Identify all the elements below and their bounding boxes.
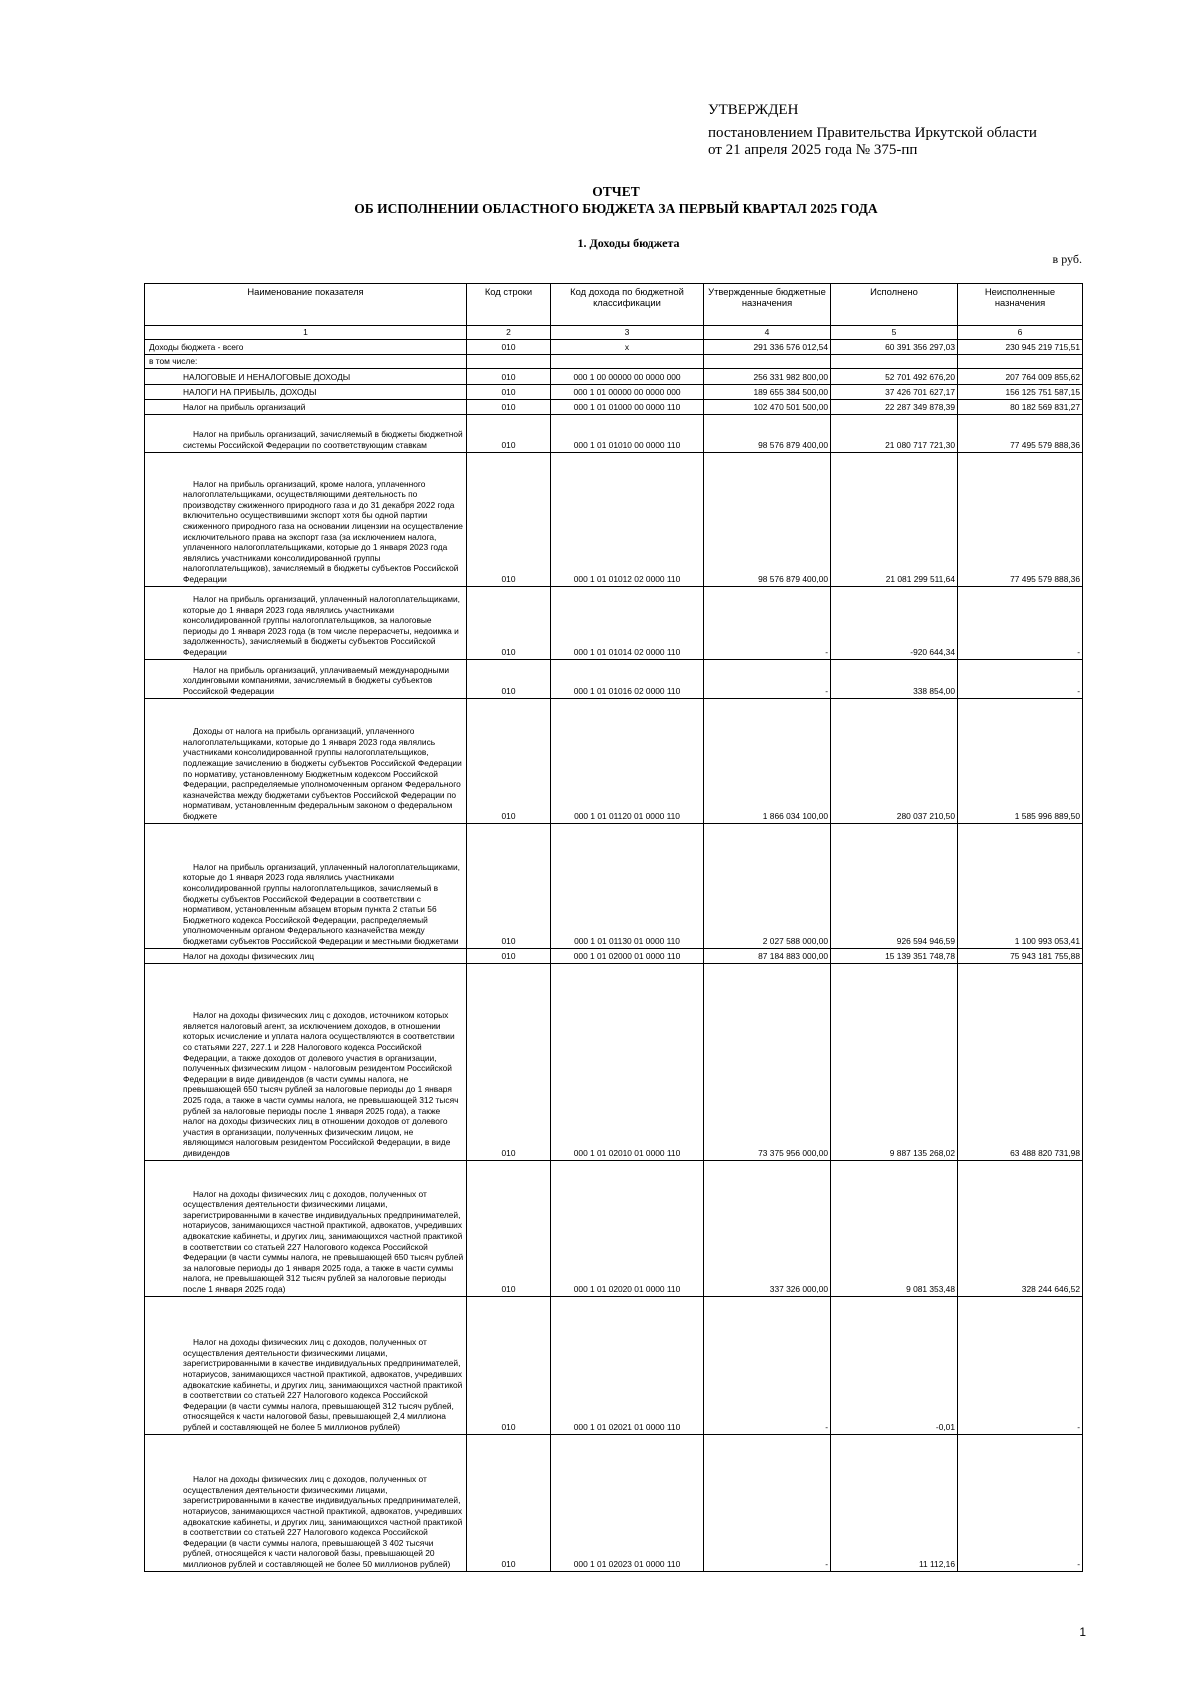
table-row [145, 586, 1083, 659]
row-unexecuted: 80 182 569 831,27 [958, 399, 1083, 414]
row-income-code [551, 355, 704, 369]
header-executed: Исполнено [831, 284, 958, 326]
table-row [145, 1296, 1083, 1434]
row-name [145, 1434, 467, 1571]
row-executed: 21 080 717 721,30 [831, 414, 958, 452]
row-executed: 11 112,16 [831, 1434, 958, 1571]
row-code: 010 [467, 1160, 551, 1296]
column-number: 3 [551, 326, 704, 340]
header-row-code: Код строки [467, 284, 551, 326]
row-income-code: 000 1 01 01000 00 0000 110 [551, 399, 704, 414]
approval-title: УТВЕРЖДЕН [708, 102, 799, 118]
row-name [145, 659, 467, 698]
row-name-text: Налог на прибыль организаций, уплаченный налогоплательщиками, которые до 1 января 2023 года являлись участниками консолидированной группы налогоплательщиков, зачисляемый в бюджеты субъектов Российской Федерации в соответствии с нормативом, установленным абзацем вторым пункта 2 статьи 56 Бюджетного кодекса Российской Федерации, распределяемый уполномоченным органом Федерального казначейства между бюджетами субъектов Российской Федерации и местными бюджетами [183, 861, 460, 946]
row-approved: 256 331 982 800,00 [704, 368, 831, 384]
row-executed: 9 887 135 268,02 [831, 963, 958, 1160]
report-title-line-2: ОБ ИСПОЛНЕНИИ ОБЛАСТНОГО БЮДЖЕТА ЗА ПЕРВЫЙ КВАРТАЛ 2025 ГОДА [354, 201, 878, 216]
row-unexecuted: 75 943 181 755,88 [958, 948, 1083, 963]
row-executed: 60 391 356 297,03 [831, 340, 958, 355]
row-executed: -920 644,34 [831, 586, 958, 659]
row-code: 010 [467, 384, 551, 399]
row-unexecuted: 1 585 996 889,50 [958, 698, 1083, 823]
row-income-code: 000 1 01 01120 01 0000 110 [551, 698, 704, 823]
row-approved: 73 375 956 000,00 [704, 963, 831, 1160]
row-unexecuted: - [958, 1434, 1083, 1571]
header-unexecuted: Неисполненные назначения [958, 284, 1083, 326]
row-income-code: 000 1 01 01010 00 0000 110 [551, 414, 704, 452]
column-number-row [145, 326, 1083, 340]
row-name: НАЛОГИ НА ПРИБЫЛЬ, ДОХОДЫ [145, 384, 467, 399]
row-approved: 291 336 576 012,54 [704, 340, 831, 355]
row-code: 010 [467, 586, 551, 659]
row-name: в том числе: [145, 355, 467, 369]
row-name [145, 963, 467, 1160]
table-row [145, 948, 1083, 963]
row-name-text: Налог на прибыль организаций, уплаченный налогоплательщиками, которые до 1 января 2023 года являлись участниками консолидированной группы налогоплательщиков, за налоговые периоды до 1 января 2023 года (в том числе перерасчеты, недоимка и задолженность), зачисляемый в бюджеты субъектов Российской Федерации [183, 594, 460, 657]
table-row [145, 452, 1083, 586]
column-number: 6 [958, 326, 1083, 340]
row-executed: -0,01 [831, 1296, 958, 1434]
row-unexecuted: - [958, 659, 1083, 698]
row-approved: 98 576 879 400,00 [704, 414, 831, 452]
row-name: Налог на прибыль организаций [145, 399, 467, 414]
row-income-code: 000 1 01 01014 02 0000 110 [551, 586, 704, 659]
row-name-text: Налог на доходы физических лиц с доходов, полученных от осуществления деятельности физическими лицами, зарегистрированными в качестве индивидуальных предпринимателей, нотариусов, занимающихся частной практикой, адвокатов, учредивших адвокатские кабинеты, и других лиц, занимающихся частной практикой в соответствии со статьей 227 Налогового кодекса Российской Федерации (в части суммы налога, превышающей 312 тысяч рублей, относящейся к части налоговой базы, превышающей 2,4 миллиона рублей и составляющей не более 5 миллионов рублей) [183, 1337, 463, 1432]
row-name [145, 698, 467, 823]
row-name-text: Налог на прибыль организаций, зачисляемый в бюджеты бюджетной системы Российской Федерации по соответствующим ставкам [183, 429, 463, 450]
row-unexecuted: 1 100 993 053,41 [958, 823, 1083, 948]
table-row [145, 698, 1083, 823]
row-executed: 22 287 349 878,39 [831, 399, 958, 414]
row-unexecuted [958, 355, 1083, 369]
row-code: 010 [467, 414, 551, 452]
revenue-table [144, 283, 1083, 1572]
row-unexecuted: 156 125 751 587,15 [958, 384, 1083, 399]
table-row [145, 1434, 1083, 1571]
row-income-code: 000 1 01 02023 01 0000 110 [551, 1434, 704, 1571]
row-unexecuted: - [958, 586, 1083, 659]
report-title-line-1: ОТЧЕТ [592, 184, 640, 199]
table-row [145, 1160, 1083, 1296]
row-unexecuted: 207 764 009 855,62 [958, 368, 1083, 384]
table-row [145, 340, 1083, 355]
row-unexecuted: 328 244 646,52 [958, 1160, 1083, 1296]
approval-line-1: постановлением Правительства Иркутской области [708, 125, 1037, 141]
row-executed: 21 081 299 511,64 [831, 452, 958, 586]
row-income-code: 000 1 01 02010 01 0000 110 [551, 963, 704, 1160]
report-title [0, 183, 1200, 217]
row-approved: 87 184 883 000,00 [704, 948, 831, 963]
row-approved: - [704, 1434, 831, 1571]
header-approved: Утвержденные бюджетные назначения [704, 284, 831, 326]
approval-line-2: от 21 апреля 2025 года № 375-пп [708, 142, 918, 158]
row-code: 010 [467, 399, 551, 414]
row-income-code: x [551, 340, 704, 355]
revenue-table-body [145, 284, 1083, 1572]
row-executed [831, 355, 958, 369]
row-approved: 98 576 879 400,00 [704, 452, 831, 586]
row-name [145, 1296, 467, 1434]
row-income-code: 000 1 01 02021 01 0000 110 [551, 1296, 704, 1434]
row-income-code: 000 1 00 00000 00 0000 000 [551, 368, 704, 384]
header-name: Наименование показателя [145, 284, 467, 326]
row-approved: 1 866 034 100,00 [704, 698, 831, 823]
row-name: Налог на доходы физических лиц [145, 948, 467, 963]
row-name [145, 414, 467, 452]
table-header-row [145, 284, 1083, 326]
approval-stamp [708, 102, 1148, 159]
row-name: Доходы бюджета - всего [145, 340, 467, 355]
row-name-text: Налог на доходы физических лиц с доходов, полученных от осуществления деятельности физическими лицами, зарегистрированными в качестве индивидуальных предпринимателей, нотариусов, занимающихся частной практикой, адвокатов, учредивших адвокатские кабинеты, и других лиц, занимающихся частной практикой в соответствии со статьей 227 Налогового кодекса Российской Федерации (в части суммы налога, не превышающей 650 тысяч рублей за налоговые периоды до 1 января 2025 года, а также в части суммы налога, не превышающей 312 тысяч рублей за налоговые периоды после 1 января 2025 года) [183, 1188, 464, 1294]
row-code: 010 [467, 368, 551, 384]
row-unexecuted: 77 495 579 888,36 [958, 452, 1083, 586]
row-executed: 926 594 946,59 [831, 823, 958, 948]
row-name [145, 586, 467, 659]
row-approved: 337 326 000,00 [704, 1160, 831, 1296]
row-name-text: Налог на доходы физических лиц с доходов, источником которых является налоговый агент, за исключением доходов, в отношении которых исчисление и уплата налога осуществляются в соответствии со статьями 227, 227.1 и 228 Налогового кодекса Российской Федерации, а также доходов от долевого участия в организации, полученных физическим лицом - налоговым резидентом Российской Федерации в виде дивидендов (в части суммы налога, не превышающей 650 тысяч рублей за налоговые периоды до 1 января 2025 года, а также в части суммы налога, не превышающей 312 тысяч рублей за налоговые периоды после 1 января 2025 года), а также налог на доходы физических лиц в отношении доходов от долевого участия в организации, полученных физическим лицом, не являющимся налоговым резидентом Российской Федерации, в виде дивидендов [183, 1010, 459, 1158]
row-income-code: 000 1 01 00000 00 0000 000 [551, 384, 704, 399]
row-unexecuted: 63 488 820 731,98 [958, 963, 1083, 1160]
row-code: 010 [467, 452, 551, 586]
row-income-code: 000 1 01 01130 01 0000 110 [551, 823, 704, 948]
table-row [145, 414, 1083, 452]
row-executed: 280 037 210,50 [831, 698, 958, 823]
row-name [145, 823, 467, 948]
row-code: 010 [467, 1434, 551, 1571]
row-name-text: Налог на прибыль организаций, кроме налога, уплаченного налогоплательщиками, осуществляющими деятельность по производству сжиженного природного газа и до 31 декабря 2022 года включительно осуществившими экспорт хотя бы одной партии сжиженного природного газа на основании лицензии на осуществление исключительного права на экспорт газа (за исключением налога, уплаченного налогоплательщиками, которые до 1 января 2023 года являлись участниками консолидированной группы налогоплательщиков), зачисляемый в бюджеты субъектов Российской Федерации [183, 478, 463, 584]
row-approved: 189 655 384 500,00 [704, 384, 831, 399]
column-number: 5 [831, 326, 958, 340]
row-executed: 37 426 701 627,17 [831, 384, 958, 399]
row-unexecuted: - [958, 1296, 1083, 1434]
row-name-text: Налог на доходы физических лиц с доходов, полученных от осуществления деятельности физическими лицами, зарегистрированными в качестве индивидуальных предпринимателей, нотариусов, занимающихся частной практикой, адвокатов, учредивших адвокатские кабинеты, и других лиц, занимающихся частной практикой в соответствии со статьей 227 Налогового кодекса Российской Федерации (в части суммы налога, превышающей 3 402 тысячи рублей, относящейся к части налоговой базы, превышающей 20 миллионов рублей и составляющей не более 50 миллионов рублей) [183, 1474, 463, 1569]
row-unexecuted: 77 495 579 888,36 [958, 414, 1083, 452]
row-name [145, 452, 467, 586]
row-approved: - [704, 586, 831, 659]
row-code: 010 [467, 1296, 551, 1434]
header-income-code: Код дохода по бюджетной классификации [551, 284, 704, 326]
row-code: 010 [467, 963, 551, 1160]
row-code: 010 [467, 948, 551, 963]
row-approved: - [704, 659, 831, 698]
row-name: НАЛОГОВЫЕ И НЕНАЛОГОВЫЕ ДОХОДЫ [145, 368, 467, 384]
column-number: 4 [704, 326, 831, 340]
table-row [145, 963, 1083, 1160]
row-approved: - [704, 1296, 831, 1434]
table-row [145, 659, 1083, 698]
row-income-code: 000 1 01 01012 02 0000 110 [551, 452, 704, 586]
table-row [145, 384, 1083, 399]
row-approved: 2 027 588 000,00 [704, 823, 831, 948]
row-income-code: 000 1 01 01016 02 0000 110 [551, 659, 704, 698]
row-executed: 338 854,00 [831, 659, 958, 698]
row-name-text: Налог на прибыль организаций, уплачиваемый международными холдинговыми компаниями, зачисляемый в бюджеты субъектов Российской Федерации [183, 664, 450, 696]
row-income-code: 000 1 01 02000 01 0000 110 [551, 948, 704, 963]
column-number: 1 [145, 326, 467, 340]
row-approved [704, 355, 831, 369]
column-number: 2 [467, 326, 551, 340]
page-number: 1 [1079, 1625, 1086, 1639]
currency-unit: в руб. [1052, 252, 1082, 266]
row-code: 010 [467, 698, 551, 823]
row-executed: 9 081 353,48 [831, 1160, 958, 1296]
row-code: 010 [467, 823, 551, 948]
row-executed: 15 139 351 748,78 [831, 948, 958, 963]
row-name-text: Доходы от налога на прибыль организаций, уплаченного налогоплательщиками, которые до 1 января 2023 года являлись участниками консолидированной группы налогоплательщиков, подлежащие зачислению в бюджеты субъектов Российской Федерации по нормативу, установленному Бюджетным кодексом Российской Федерации, распределяемые уполномоченным органом Федерального казначейства между бюджетами субъектов Российской Федерации по нормативам, установленным федеральным законом о федеральном бюджете [183, 726, 462, 821]
row-code: 010 [467, 340, 551, 355]
row-code: 010 [467, 659, 551, 698]
row-approved: 102 470 501 500,00 [704, 399, 831, 414]
table-row [145, 368, 1083, 384]
row-name [145, 1160, 467, 1296]
row-code [467, 355, 551, 369]
table-row [145, 399, 1083, 414]
row-income-code: 000 1 01 02020 01 0000 110 [551, 1160, 704, 1296]
table-row [145, 355, 1083, 369]
row-unexecuted: 230 945 219 715,51 [958, 340, 1083, 355]
section-title: 1. Доходы бюджета [577, 236, 680, 250]
table-row [145, 823, 1083, 948]
row-executed: 52 701 492 676,20 [831, 368, 958, 384]
